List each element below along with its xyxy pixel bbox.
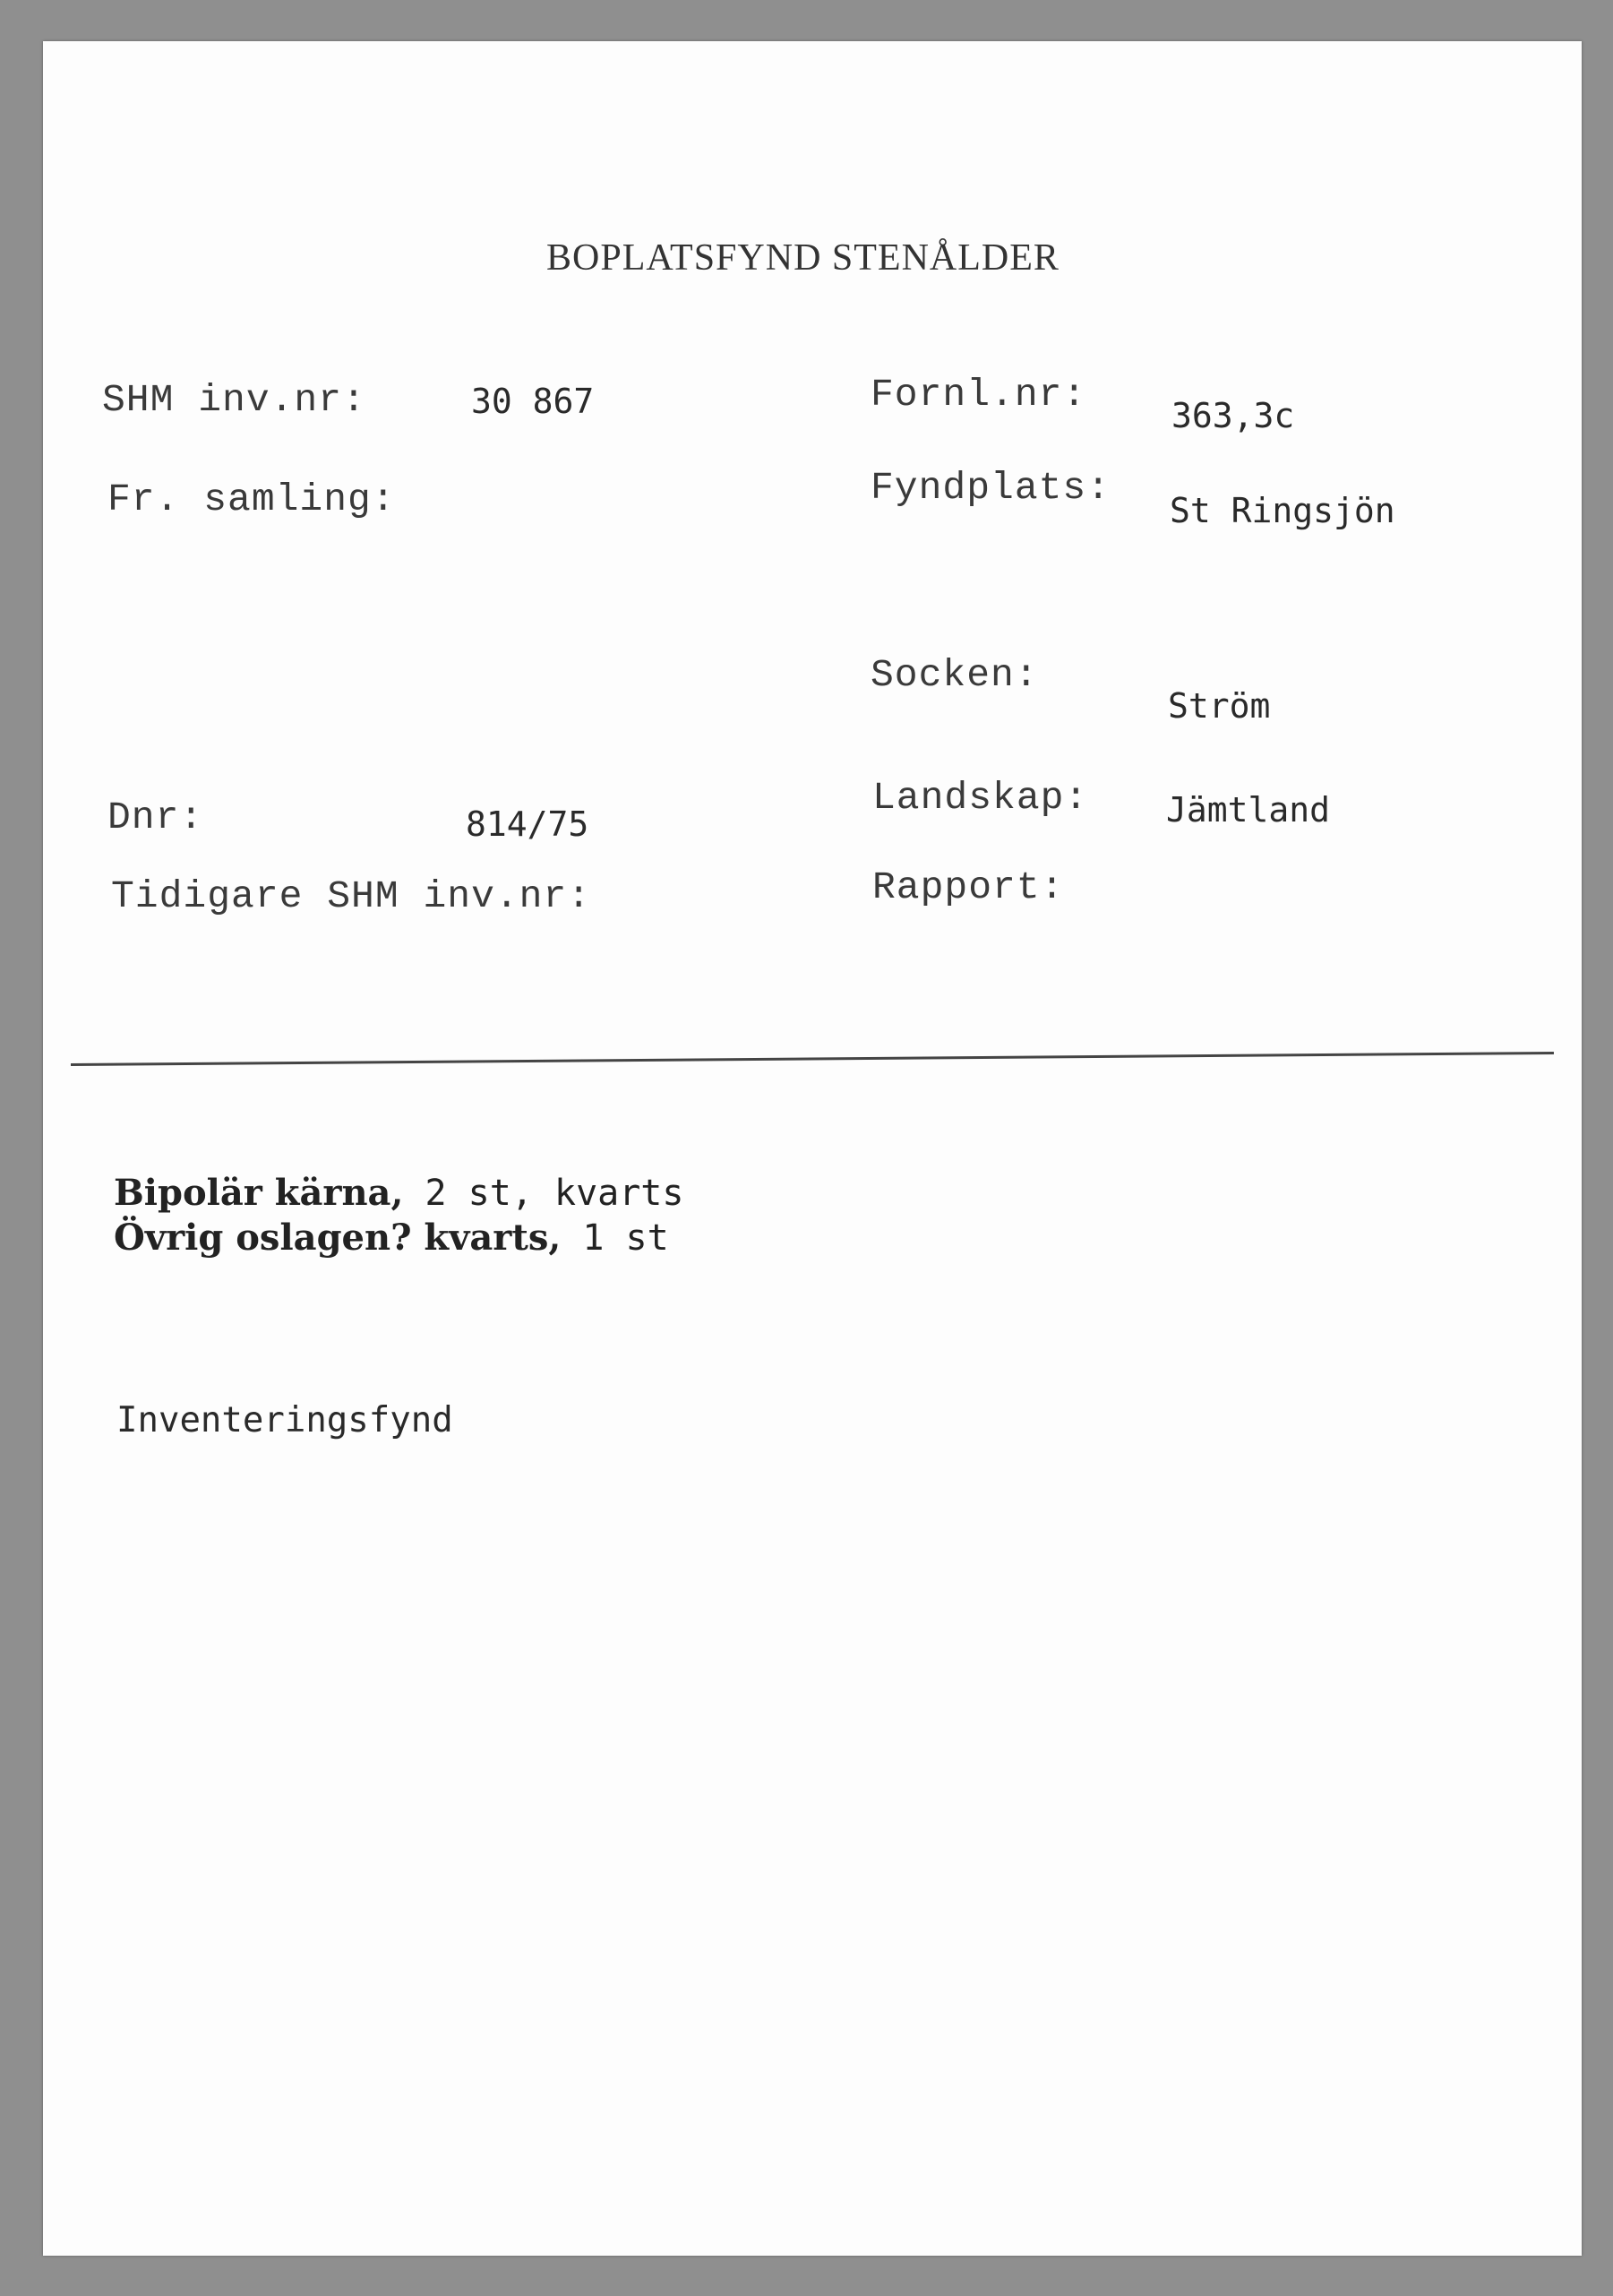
landskap-value: Jämtland (1166, 790, 1331, 830)
find-line (114, 1217, 669, 1259)
find-details: 2 st, kvarts (403, 1173, 684, 1214)
find-material: Bipolär kärna, (114, 1172, 404, 1214)
note-text: Inventeringsfynd (116, 1400, 453, 1440)
fyndplats-label: Fyndplats: (871, 466, 1111, 510)
shm-inv-label: SHM inv.nr: (102, 378, 366, 422)
find-details: 1 st (561, 1217, 669, 1259)
card-title: BOPLATSFYND STENÅLDER (546, 237, 1060, 279)
fornl-nr-label: Fornl.nr: (871, 373, 1087, 417)
catalog-card (43, 41, 1582, 2256)
dnr-label: Dnr: (107, 795, 204, 839)
find-line (114, 1172, 683, 1214)
shm-inv-value: 30 867 (471, 382, 595, 421)
rapport-label: Rapport: (872, 865, 1065, 909)
fyndplats-value: St Ringsjön (1170, 491, 1395, 530)
fr-samling-label: Fr. samling: (107, 477, 396, 521)
fornl-nr-value: 363,3c (1171, 396, 1295, 435)
find-material: Övrig oslagen? kvarts, (114, 1217, 562, 1259)
landskap-label: Landskap: (872, 776, 1089, 820)
socken-value: Ström (1168, 686, 1271, 726)
socken-label: Socken: (871, 653, 1039, 697)
tidigare-shm-inv-label: Tidigare SHM inv.nr: (111, 874, 592, 918)
dnr-value: 814/75 (466, 804, 589, 844)
